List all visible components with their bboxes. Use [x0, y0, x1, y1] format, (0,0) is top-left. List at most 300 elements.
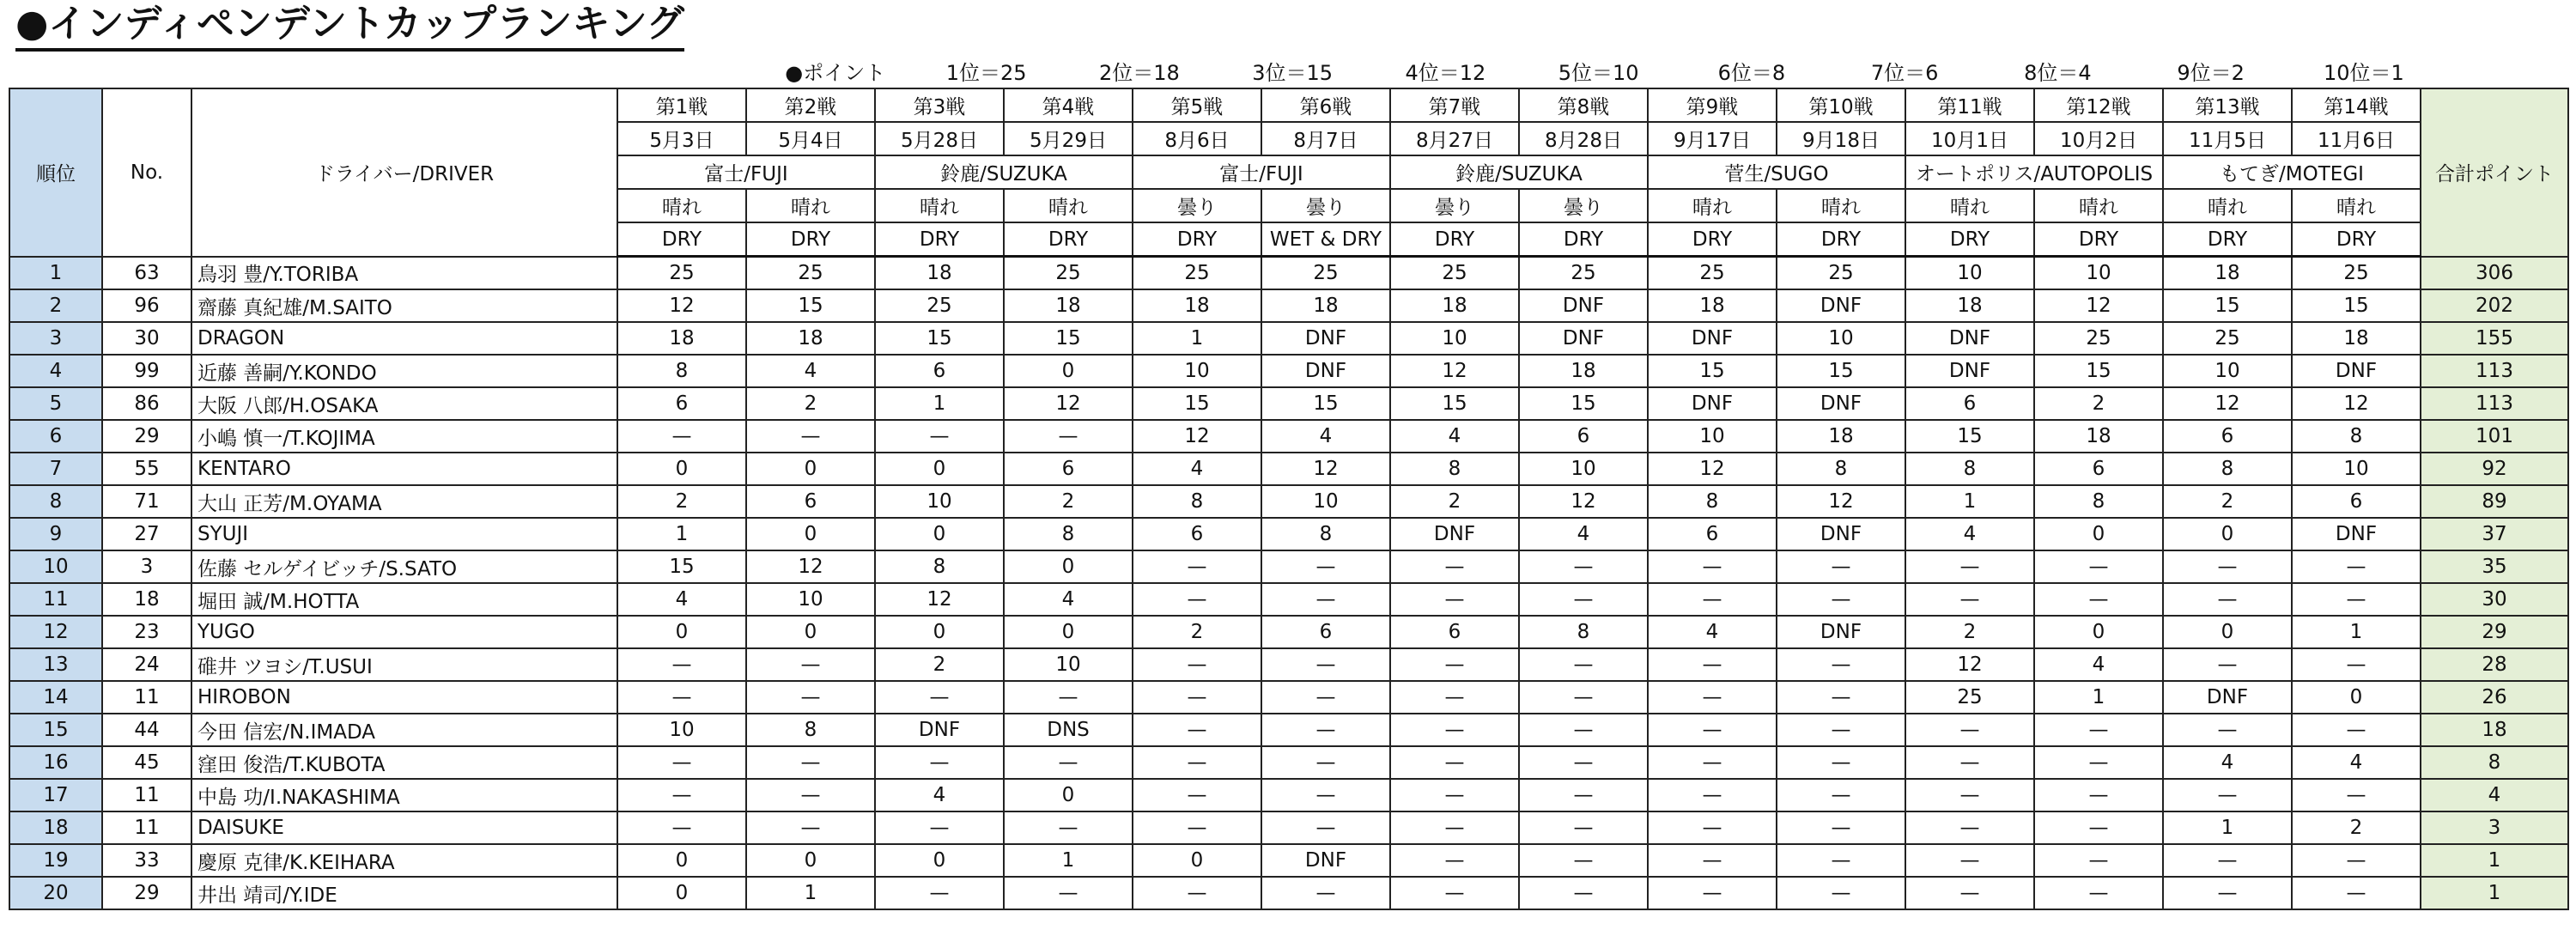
- result-cell: —: [1390, 550, 1519, 583]
- result-cell: —: [1390, 648, 1519, 681]
- result-cell: —: [1519, 779, 1648, 811]
- result-cell: 4: [1133, 453, 1261, 485]
- result-cell: 0: [1133, 844, 1261, 877]
- header-circuit: もてぎ/MOTEGI: [2163, 155, 2421, 189]
- total-points-cell: 18: [2421, 714, 2568, 746]
- header-rank: 順位: [9, 88, 102, 257]
- result-cell: —: [617, 746, 746, 779]
- result-cell: 25: [2163, 322, 2292, 355]
- driver-cell: DRAGON: [191, 322, 617, 355]
- table-row: [9, 811, 2568, 844]
- total-points-cell: 3: [2421, 811, 2568, 844]
- car-number-cell: 44: [102, 714, 191, 746]
- result-cell: 0: [2034, 518, 2163, 550]
- driver-cell: 大阪 八郎/H.OSAKA: [191, 387, 617, 420]
- result-cell: 6: [2163, 420, 2292, 453]
- header-weather: 晴れ: [1004, 189, 1133, 222]
- table-row: [9, 420, 2568, 453]
- header-track-condition: DRY: [2292, 222, 2421, 257]
- result-cell: 12: [2034, 289, 2163, 322]
- result-cell: DNF: [1390, 518, 1519, 550]
- car-number-cell: 11: [102, 681, 191, 714]
- car-number-cell: 23: [102, 616, 191, 648]
- result-cell: —: [1777, 714, 1905, 746]
- header-date: 8月7日: [1261, 122, 1390, 155]
- header-date: 5月28日: [875, 122, 1004, 155]
- total-points-cell: 35: [2421, 550, 2568, 583]
- header-circuit: 鈴鹿/SUZUKA: [1390, 155, 1648, 189]
- result-cell: —: [1519, 714, 1648, 746]
- header-circuit: オートポリス/AUTOPOLIS: [1905, 155, 2163, 189]
- rank-cell: 7: [9, 453, 102, 485]
- result-cell: —: [1905, 746, 2034, 779]
- total-points-cell: 4: [2421, 779, 2568, 811]
- result-cell: —: [746, 681, 875, 714]
- driver-cell: 碓井 ツヨシ/T.USUI: [191, 648, 617, 681]
- result-cell: DNF: [1648, 322, 1777, 355]
- rank-cell: 11: [9, 583, 102, 616]
- header-track-condition: DRY: [617, 222, 746, 257]
- table-row: [9, 681, 2568, 714]
- result-cell: —: [2163, 714, 2292, 746]
- header-round: 第3戦: [875, 88, 1004, 122]
- result-cell: DNF: [1519, 289, 1648, 322]
- result-cell: 8: [2034, 485, 2163, 518]
- table-row: [9, 648, 2568, 681]
- header-circuit: 富士/FUJI: [617, 155, 875, 189]
- driver-cell: 今田 信宏/N.IMADA: [191, 714, 617, 746]
- rank-cell: 8: [9, 485, 102, 518]
- result-cell: 0: [1004, 779, 1133, 811]
- total-points-cell: 101: [2421, 420, 2568, 453]
- header-circuit: 菅生/SUGO: [1648, 155, 1905, 189]
- result-cell: 1: [875, 387, 1004, 420]
- result-cell: 10: [617, 714, 746, 746]
- result-cell: 0: [617, 453, 746, 485]
- car-number-cell: 45: [102, 746, 191, 779]
- result-cell: 1: [1905, 485, 2034, 518]
- rank-cell: 13: [9, 648, 102, 681]
- result-cell: —: [875, 877, 1004, 909]
- header-date: 5月3日: [617, 122, 746, 155]
- result-cell: 2: [875, 648, 1004, 681]
- result-cell: —: [617, 681, 746, 714]
- header-track-condition: DRY: [1519, 222, 1648, 257]
- result-cell: 18: [1905, 289, 2034, 322]
- result-cell: 10: [746, 583, 875, 616]
- table-row: [9, 746, 2568, 779]
- result-cell: 4: [1648, 616, 1777, 648]
- result-cell: —: [1390, 779, 1519, 811]
- header-round: 第14戦: [2292, 88, 2421, 122]
- result-cell: —: [875, 420, 1004, 453]
- result-cell: —: [746, 746, 875, 779]
- result-cell: 12: [1390, 355, 1519, 387]
- header-weather: 晴れ: [1905, 189, 2034, 222]
- result-cell: 18: [746, 322, 875, 355]
- result-cell: 12: [1648, 453, 1777, 485]
- points-legend-item: 6位＝8: [1717, 60, 1786, 85]
- result-cell: 18: [1519, 355, 1648, 387]
- result-cell: —: [746, 779, 875, 811]
- header-weather: 晴れ: [875, 189, 1004, 222]
- header-round: 第9戦: [1648, 88, 1777, 122]
- car-number-cell: 11: [102, 811, 191, 844]
- result-cell: 6: [1648, 518, 1777, 550]
- result-cell: —: [2163, 583, 2292, 616]
- result-cell: —: [1777, 844, 1905, 877]
- result-cell: —: [2292, 844, 2421, 877]
- header-weather: 曇り: [1261, 189, 1390, 222]
- result-cell: —: [875, 746, 1004, 779]
- result-cell: 25: [1648, 257, 1777, 290]
- result-cell: 18: [617, 322, 746, 355]
- result-cell: —: [1004, 681, 1133, 714]
- result-cell: —: [1905, 714, 2034, 746]
- driver-cell: 大山 正芳/M.OYAMA: [191, 485, 617, 518]
- header-date: 5月29日: [1004, 122, 1133, 155]
- result-cell: —: [1261, 648, 1390, 681]
- result-cell: —: [1390, 844, 1519, 877]
- driver-cell: YUGO: [191, 616, 617, 648]
- result-cell: —: [1261, 583, 1390, 616]
- total-points-cell: 92: [2421, 453, 2568, 485]
- rank-cell: 14: [9, 681, 102, 714]
- header-date: 11月5日: [2163, 122, 2292, 155]
- result-cell: 0: [1004, 355, 1133, 387]
- result-cell: —: [2034, 844, 2163, 877]
- header-track-condition: DRY: [1390, 222, 1519, 257]
- result-cell: —: [2034, 811, 2163, 844]
- table-row: [9, 714, 2568, 746]
- result-cell: 25: [2034, 322, 2163, 355]
- points-legend-item: 7位＝6: [1870, 60, 1939, 85]
- header-track-condition: DRY: [746, 222, 875, 257]
- result-cell: —: [2034, 746, 2163, 779]
- result-cell: —: [1133, 681, 1261, 714]
- result-cell: —: [2034, 714, 2163, 746]
- result-cell: —: [1133, 583, 1261, 616]
- result-cell: 10: [1004, 648, 1133, 681]
- result-cell: 18: [1777, 420, 1905, 453]
- result-cell: 4: [1519, 518, 1648, 550]
- table-row: [9, 322, 2568, 355]
- header-weather: 晴れ: [617, 189, 746, 222]
- result-cell: 8: [1261, 518, 1390, 550]
- result-cell: 10: [2292, 453, 2421, 485]
- result-cell: 0: [746, 453, 875, 485]
- car-number-cell: 86: [102, 387, 191, 420]
- result-cell: 8: [1777, 453, 1905, 485]
- table-row: [9, 257, 2568, 290]
- rank-cell: 9: [9, 518, 102, 550]
- header-track-condition: DRY: [1004, 222, 1133, 257]
- result-cell: 25: [875, 289, 1004, 322]
- result-cell: 4: [2034, 648, 2163, 681]
- rank-cell: 17: [9, 779, 102, 811]
- result-cell: DNF: [1261, 844, 1390, 877]
- result-cell: —: [1777, 681, 1905, 714]
- result-cell: —: [1133, 779, 1261, 811]
- result-cell: —: [1004, 811, 1133, 844]
- result-cell: 18: [1004, 289, 1133, 322]
- car-number-cell: 96: [102, 289, 191, 322]
- result-cell: 15: [2163, 289, 2292, 322]
- result-cell: DNF: [1777, 387, 1905, 420]
- total-points-cell: 113: [2421, 355, 2568, 387]
- table-row: [9, 518, 2568, 550]
- result-cell: 8: [1133, 485, 1261, 518]
- rank-cell: 20: [9, 877, 102, 909]
- result-cell: 12: [1261, 453, 1390, 485]
- header-round: 第7戦: [1390, 88, 1519, 122]
- result-cell: 8: [1905, 453, 2034, 485]
- result-cell: 1: [617, 518, 746, 550]
- result-cell: —: [1777, 779, 1905, 811]
- header-weather: 晴れ: [1648, 189, 1777, 222]
- result-cell: —: [1390, 714, 1519, 746]
- header-weather: 曇り: [1390, 189, 1519, 222]
- car-number-cell: 71: [102, 485, 191, 518]
- result-cell: 10: [1648, 420, 1777, 453]
- result-cell: 18: [1261, 289, 1390, 322]
- result-cell: —: [875, 681, 1004, 714]
- driver-cell: 齋藤 真紀雄/M.SAITO: [191, 289, 617, 322]
- result-cell: —: [1390, 681, 1519, 714]
- result-cell: 0: [2163, 616, 2292, 648]
- result-cell: —: [1519, 746, 1648, 779]
- result-cell: —: [617, 648, 746, 681]
- total-points-cell: 89: [2421, 485, 2568, 518]
- result-cell: 15: [875, 322, 1004, 355]
- result-cell: 0: [746, 518, 875, 550]
- result-cell: 4: [1261, 420, 1390, 453]
- car-number-cell: 63: [102, 257, 191, 290]
- car-number-cell: 29: [102, 877, 191, 909]
- result-cell: 1: [746, 877, 875, 909]
- points-legend-item: 8位＝4: [2024, 60, 2092, 85]
- points-legend: [761, 55, 2440, 86]
- result-cell: 4: [617, 583, 746, 616]
- header-track-condition: DRY: [2163, 222, 2292, 257]
- result-cell: DNF: [1777, 616, 1905, 648]
- driver-cell: SYUJI: [191, 518, 617, 550]
- header-round: 第5戦: [1133, 88, 1261, 122]
- result-cell: 6: [1261, 616, 1390, 648]
- car-number-cell: 29: [102, 420, 191, 453]
- result-cell: —: [1777, 746, 1905, 779]
- result-cell: 12: [1004, 387, 1133, 420]
- result-cell: —: [2034, 583, 2163, 616]
- result-cell: 0: [2163, 518, 2292, 550]
- result-cell: 15: [1390, 387, 1519, 420]
- result-cell: 0: [2292, 681, 2421, 714]
- result-cell: 10: [2034, 257, 2163, 290]
- result-cell: —: [875, 811, 1004, 844]
- header-weather: 曇り: [1133, 189, 1261, 222]
- car-number-cell: 11: [102, 779, 191, 811]
- result-cell: 6: [1390, 616, 1519, 648]
- result-cell: 18: [2034, 420, 2163, 453]
- driver-cell: HIROBON: [191, 681, 617, 714]
- driver-cell: 近藤 善嗣/Y.KONDO: [191, 355, 617, 387]
- result-cell: 6: [617, 387, 746, 420]
- result-cell: —: [1133, 811, 1261, 844]
- result-cell: 1: [2292, 616, 2421, 648]
- result-cell: 10: [1261, 485, 1390, 518]
- header-weather: 晴れ: [746, 189, 875, 222]
- header-total: 合計ポイント: [2421, 88, 2568, 257]
- result-cell: 25: [2292, 257, 2421, 290]
- result-cell: 18: [875, 257, 1004, 290]
- rank-cell: 16: [9, 746, 102, 779]
- result-cell: 0: [746, 844, 875, 877]
- result-cell: 1: [2163, 811, 2292, 844]
- driver-cell: 鳥羽 豊/Y.TORIBA: [191, 257, 617, 290]
- header-circuit: 鈴鹿/SUZUKA: [875, 155, 1133, 189]
- result-cell: 10: [1133, 355, 1261, 387]
- result-cell: DNF: [2292, 518, 2421, 550]
- result-cell: —: [1519, 844, 1648, 877]
- driver-cell: DAISUKE: [191, 811, 617, 844]
- driver-cell: 堀田 誠/M.HOTTA: [191, 583, 617, 616]
- points-legend-item: 2位＝18: [1098, 60, 1180, 85]
- result-cell: DNF: [1519, 322, 1648, 355]
- result-cell: —: [1905, 811, 2034, 844]
- header-round: 第8戦: [1519, 88, 1648, 122]
- result-cell: 4: [1390, 420, 1519, 453]
- header-track-condition: DRY: [1905, 222, 2034, 257]
- result-cell: —: [1648, 583, 1777, 616]
- header-date: 8月6日: [1133, 122, 1261, 155]
- result-cell: —: [1777, 811, 1905, 844]
- result-cell: —: [617, 811, 746, 844]
- points-legend-item: 4位＝12: [1405, 60, 1486, 85]
- result-cell: —: [1519, 550, 1648, 583]
- result-cell: —: [1648, 714, 1777, 746]
- result-cell: 10: [1905, 257, 2034, 290]
- result-cell: 18: [1648, 289, 1777, 322]
- result-cell: DNF: [1261, 355, 1390, 387]
- driver-cell: 慶原 克律/K.KEIHARA: [191, 844, 617, 877]
- result-cell: 10: [2163, 355, 2292, 387]
- result-cell: DNF: [2163, 681, 2292, 714]
- header-weather: 晴れ: [1777, 189, 1905, 222]
- result-cell: —: [2292, 550, 2421, 583]
- result-cell: —: [1004, 877, 1133, 909]
- result-cell: 6: [875, 355, 1004, 387]
- result-cell: 18: [2163, 257, 2292, 290]
- result-cell: 0: [617, 844, 746, 877]
- rank-cell: 10: [9, 550, 102, 583]
- result-cell: 15: [1519, 387, 1648, 420]
- driver-cell: 中島 功/I.NAKASHIMA: [191, 779, 617, 811]
- result-cell: 0: [2034, 616, 2163, 648]
- header-round: 第12戦: [2034, 88, 2163, 122]
- result-cell: —: [2163, 844, 2292, 877]
- header-track-condition: DRY: [875, 222, 1004, 257]
- result-cell: —: [1261, 550, 1390, 583]
- result-cell: DNF: [875, 714, 1004, 746]
- total-points-cell: 28: [2421, 648, 2568, 681]
- result-cell: 6: [1133, 518, 1261, 550]
- header-weather: 晴れ: [2163, 189, 2292, 222]
- result-cell: 15: [1261, 387, 1390, 420]
- result-cell: 0: [1004, 550, 1133, 583]
- result-cell: —: [2163, 877, 2292, 909]
- result-cell: 8: [746, 714, 875, 746]
- header-date: 9月17日: [1648, 122, 1777, 155]
- result-cell: 4: [875, 779, 1004, 811]
- result-cell: —: [1133, 648, 1261, 681]
- result-cell: DNF: [1648, 387, 1777, 420]
- result-cell: 12: [617, 289, 746, 322]
- points-legend-item: 5位＝10: [1558, 60, 1639, 85]
- header-date: 9月18日: [1777, 122, 1905, 155]
- result-cell: 12: [1777, 485, 1905, 518]
- header-no: No.: [102, 88, 191, 257]
- car-number-cell: 55: [102, 453, 191, 485]
- page-title: ●インディペンデントカップランキング: [15, 2, 684, 52]
- result-cell: —: [2163, 648, 2292, 681]
- result-cell: —: [1390, 811, 1519, 844]
- header-date: 5月4日: [746, 122, 875, 155]
- total-points-cell: 155: [2421, 322, 2568, 355]
- car-number-cell: 99: [102, 355, 191, 387]
- result-cell: —: [2292, 877, 2421, 909]
- header-round: 第2戦: [746, 88, 875, 122]
- result-cell: —: [1648, 746, 1777, 779]
- rank-cell: 15: [9, 714, 102, 746]
- result-cell: 15: [746, 289, 875, 322]
- result-cell: —: [1133, 550, 1261, 583]
- result-cell: 25: [1261, 257, 1390, 290]
- result-cell: 2: [1905, 616, 2034, 648]
- result-cell: 0: [746, 616, 875, 648]
- header-weather: 晴れ: [2034, 189, 2163, 222]
- result-cell: 8: [2163, 453, 2292, 485]
- driver-cell: 井出 靖司/Y.IDE: [191, 877, 617, 909]
- header-track-condition: DRY: [1777, 222, 1905, 257]
- result-cell: 6: [746, 485, 875, 518]
- result-cell: —: [617, 779, 746, 811]
- header-round: 第10戦: [1777, 88, 1905, 122]
- header-circuit: 富士/FUJI: [1133, 155, 1390, 189]
- result-cell: 15: [617, 550, 746, 583]
- table-row: [9, 289, 2568, 322]
- result-cell: DNF: [2292, 355, 2421, 387]
- result-cell: —: [1133, 877, 1261, 909]
- result-cell: 18: [2292, 322, 2421, 355]
- rank-cell: 6: [9, 420, 102, 453]
- result-cell: —: [1777, 583, 1905, 616]
- total-points-cell: 306: [2421, 257, 2568, 290]
- table-row: [9, 844, 2568, 877]
- rank-cell: 18: [9, 811, 102, 844]
- points-legend-item: 1位＝25: [945, 60, 1027, 85]
- result-cell: —: [1390, 583, 1519, 616]
- table-row: [9, 485, 2568, 518]
- result-cell: —: [617, 420, 746, 453]
- result-cell: 25: [1777, 257, 1905, 290]
- result-cell: —: [1519, 648, 1648, 681]
- result-cell: DNF: [1905, 322, 2034, 355]
- car-number-cell: 3: [102, 550, 191, 583]
- total-points-cell: 30: [2421, 583, 2568, 616]
- rank-cell: 3: [9, 322, 102, 355]
- header-date: 10月1日: [1905, 122, 2034, 155]
- header-track-condition: WET & DRY: [1261, 222, 1390, 257]
